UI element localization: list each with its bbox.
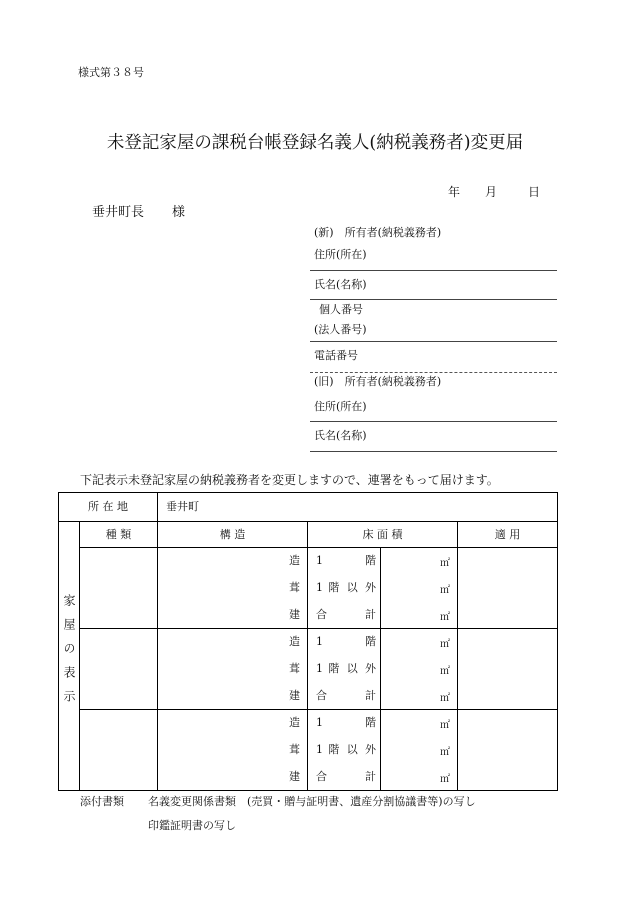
remarks-cell (458, 548, 558, 629)
old-owner-name-label: 氏名(名称) (314, 429, 367, 442)
house-section-cell (59, 522, 80, 791)
floor-label: 1 階 以 外 (308, 737, 381, 764)
structure-mark: 建 (158, 683, 308, 710)
floor-label: 1 階 (308, 710, 381, 737)
floor-label: 合 計 (308, 602, 381, 629)
floor-label: 1 階 (308, 629, 381, 656)
remarks-cell (458, 629, 558, 710)
attachments-label: 添付書類 (80, 795, 124, 808)
floor-label: 合 計 (308, 683, 381, 710)
house-row (59, 548, 558, 575)
structure-mark: 葺 (158, 575, 308, 602)
location-label: 所 在 地 (59, 493, 158, 522)
area-unit: ㎡ (381, 710, 458, 737)
old-owner-address-label: 住所(所在) (314, 400, 367, 413)
header-floor-area: 床 面 積 (308, 522, 458, 548)
area-unit: ㎡ (381, 737, 458, 764)
header-remarks: 適 用 (458, 522, 558, 548)
structure-mark: 葺 (158, 656, 308, 683)
area-unit: ㎡ (381, 764, 458, 791)
house-row (59, 710, 558, 737)
new-owner-address-label: 住所(所在) (314, 248, 367, 261)
structure-mark: 建 (158, 764, 308, 791)
structure-mark: 造 (158, 629, 308, 656)
area-unit: ㎡ (381, 548, 458, 575)
new-owner-phone-field (310, 342, 557, 373)
house-type-cell (80, 548, 158, 629)
structure-mark: 建 (158, 602, 308, 629)
phone-number-label: 電話番号 (314, 349, 358, 362)
new-owner-name-label: 氏名(名称) (314, 278, 367, 291)
area-unit: ㎡ (381, 683, 458, 710)
floor-label: 1 階 以 外 (308, 656, 381, 683)
old-owner-heading: (旧) 所有者(納税義務者) (314, 375, 442, 388)
addressee-name: 垂井町長 (92, 205, 145, 220)
header-type: 種 類 (80, 522, 158, 548)
area-unit: ㎡ (381, 656, 458, 683)
date-day-label: 日 (528, 185, 541, 199)
house-type-cell (80, 710, 158, 791)
date-year-label: 年 (448, 185, 461, 199)
table-header-row (59, 522, 558, 548)
house-section-label: 家屋の表示 (62, 594, 76, 714)
new-owner-heading: (新) 所有者(納税義務者) (314, 226, 442, 239)
structure-mark: 造 (158, 710, 308, 737)
new-owner-number-field (310, 300, 557, 342)
remarks-cell (458, 710, 558, 791)
house-table (58, 492, 558, 791)
floor-label: 1 階 以 外 (308, 575, 381, 602)
date-month-label: 月 (485, 185, 498, 199)
location-row (59, 493, 558, 522)
header-structure: 構 造 (158, 522, 308, 548)
area-unit: ㎡ (381, 602, 458, 629)
house-row (59, 629, 558, 656)
old-owner-address-field (310, 393, 557, 422)
structure-mark: 葺 (158, 737, 308, 764)
form-title: 未登記家屋の課税台帳登録名義人(納税義務者)変更届 (106, 133, 524, 153)
old-owner-name-field (310, 422, 557, 452)
addressee-honorific: 様 (172, 205, 186, 220)
location-value: 垂井町 (158, 493, 558, 522)
area-unit: ㎡ (381, 629, 458, 656)
new-owner-address-field (310, 241, 557, 271)
personal-number-label: 個人番号 (319, 303, 363, 316)
corporate-number-label: (法人番号) (314, 323, 367, 336)
area-unit: ㎡ (381, 575, 458, 602)
floor-label: 合 計 (308, 764, 381, 791)
form-number: 様式第３８号 (78, 66, 144, 79)
new-owner-name-field (310, 271, 557, 300)
structure-mark: 造 (158, 548, 308, 575)
house-type-cell (80, 629, 158, 710)
declaration-text: 下記表示未登記家屋の納税義務者を変更しますので、連署をもって届けます。 (80, 473, 499, 487)
floor-label: 1 階 (308, 548, 381, 575)
attachment-item: 名義変更関係書類 (売買・贈与証明書、遺産分割協議書等)の写し (148, 795, 476, 808)
attachment-item: 印鑑証明書の写し (148, 819, 236, 832)
